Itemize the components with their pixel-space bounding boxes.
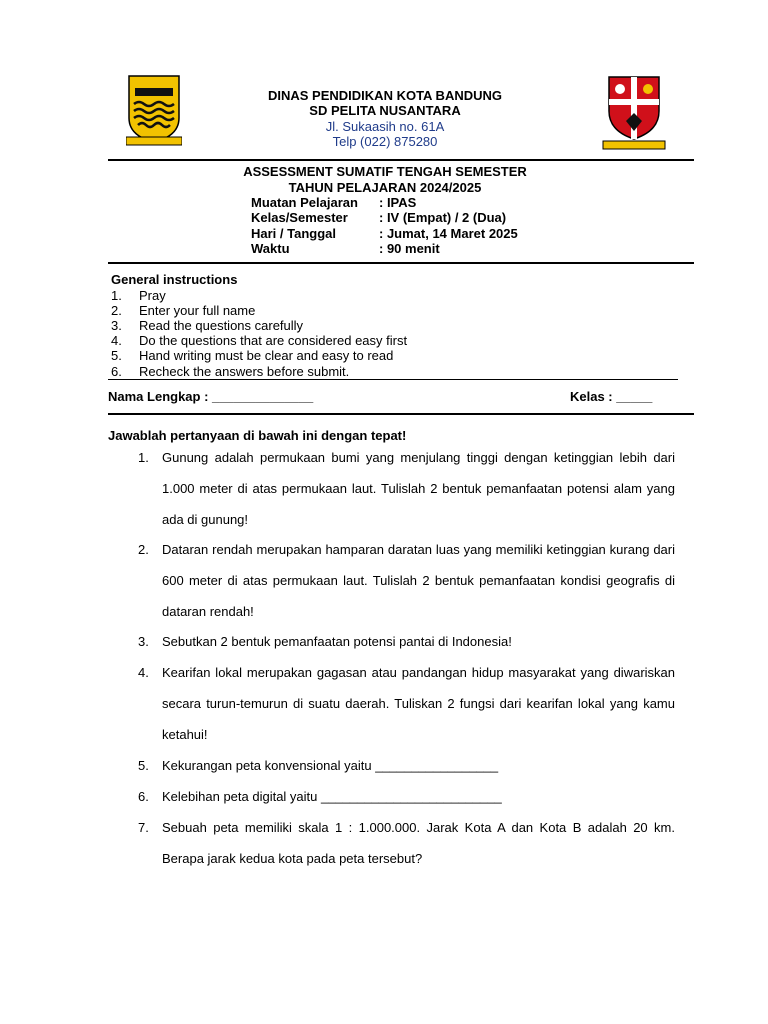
meta-label: Waktu bbox=[251, 241, 290, 256]
question-item bbox=[138, 812, 675, 874]
meta-label: Hari / Tanggal bbox=[251, 226, 336, 241]
exam-title: ASSESSMENT SUMATIF TENGAH SEMESTER bbox=[243, 164, 527, 179]
instruction-number: 1. bbox=[111, 288, 122, 303]
question-number: 4. bbox=[138, 665, 149, 680]
meta-row bbox=[251, 210, 506, 225]
meta-row bbox=[251, 226, 518, 241]
question-number: 1. bbox=[138, 450, 149, 465]
meta-value: : 90 menit bbox=[379, 241, 440, 256]
question-text: Kearifan lokal merupakan gagasan atau pandangan hidup masyarakat yang diwariskan secara turun-temurun di suatu daerah. Tuliskan 2 fungsi dari kearifan lokal yang kamu ketahui! bbox=[162, 665, 675, 742]
instruction-number: 4. bbox=[111, 333, 122, 348]
instructions-divider bbox=[108, 379, 678, 380]
question-number: 3. bbox=[138, 634, 149, 649]
meta-value: : Jumat, 14 Maret 2025 bbox=[379, 226, 518, 241]
instruction-text: Read the questions carefully bbox=[139, 318, 304, 333]
meta-row bbox=[251, 241, 440, 256]
instruction-number: 6. bbox=[111, 364, 122, 379]
meta-value: : IPAS bbox=[379, 195, 417, 210]
school-shield-logo bbox=[601, 73, 667, 151]
instruction-text: Hand writing must be clear and easy to read bbox=[139, 348, 394, 363]
question-number: 2. bbox=[138, 542, 149, 557]
instruction-item bbox=[111, 348, 393, 363]
instruction-text: Pray bbox=[139, 288, 166, 303]
meta-label: Kelas/Semester bbox=[251, 210, 348, 225]
school-phone: Telp (022) 875280 bbox=[332, 134, 438, 149]
agency-name: DINAS PENDIDIKAN KOTA BANDUNG bbox=[268, 88, 502, 103]
full-name-field[interactable]: Nama Lengkap : ______________ bbox=[108, 389, 314, 404]
question-number: 6. bbox=[138, 789, 149, 804]
instruction-number: 3. bbox=[111, 318, 122, 333]
instructions-heading: General instructions bbox=[111, 272, 238, 287]
instruction-item bbox=[111, 303, 255, 318]
meta-divider bbox=[108, 262, 694, 264]
meta-value: : IV (Empat) / 2 (Dua) bbox=[379, 210, 507, 225]
instruction-item bbox=[111, 333, 407, 348]
instruction-item bbox=[111, 364, 349, 379]
question-text: Dataran rendah merupakan hamparan daratan luas yang memiliki ketinggian kurang dari 600 meter di atas permukaan laut. Tulislah 2 bentuk pemanfaatan kondisi geografis di dataran rendah! bbox=[162, 542, 675, 619]
school-name: SD PELITA NUSANTARA bbox=[309, 103, 461, 118]
question-text: Sebutkan 2 bentuk pemanfaatan potensi pantai di Indonesia! bbox=[162, 634, 512, 649]
question-item bbox=[138, 750, 675, 781]
meta-label: Muatan Pelajaran bbox=[251, 195, 358, 210]
question-number: 5. bbox=[138, 758, 149, 773]
bandung-emblem-logo bbox=[126, 74, 182, 148]
question-number: 7. bbox=[138, 820, 149, 835]
question-item bbox=[138, 781, 675, 812]
questions-heading: Jawablah pertanyaan di bawah ini dengan tepat! bbox=[108, 428, 407, 443]
instruction-item bbox=[111, 318, 303, 333]
instruction-item bbox=[111, 288, 166, 303]
class-field[interactable]: Kelas : _____ bbox=[570, 389, 653, 404]
instruction-number: 2. bbox=[111, 303, 122, 318]
instruction-text: Do the questions that are considered easy first bbox=[139, 333, 408, 348]
instruction-text: Enter your full name bbox=[139, 303, 256, 318]
school-address: Jl. Sukaasih no. 61A bbox=[325, 119, 445, 134]
question-text: Kekurangan peta konvensional yaitu _________________ bbox=[162, 758, 499, 773]
instruction-number: 5. bbox=[111, 348, 122, 363]
exam-year: TAHUN PELAJARAN 2024/2025 bbox=[288, 180, 482, 195]
question-text: Kelebihan peta digital yaitu _________________________ bbox=[162, 789, 502, 804]
meta-row bbox=[251, 195, 416, 210]
question-item bbox=[138, 626, 675, 657]
question-item bbox=[138, 534, 675, 627]
question-text: Gunung adalah permukaan bumi yang menjulang tinggi dengan ketinggian lebih dari 1.000 meter di atas permukaan laut. Tulislah 2 bentuk pemanfaatan potensi alam yang ada di gunung! bbox=[162, 450, 675, 527]
student-divider bbox=[108, 413, 694, 415]
question-text: Sebuah peta memiliki skala 1 : 1.000.000. Jarak Kota A dan Kota B adalah 20 km. Berapa jarak kedua kota pada peta tersebut? bbox=[162, 820, 675, 866]
header-divider bbox=[108, 159, 694, 161]
instruction-text: Recheck the answers before submit. bbox=[139, 364, 350, 379]
question-item bbox=[138, 442, 675, 535]
question-item bbox=[138, 657, 675, 750]
